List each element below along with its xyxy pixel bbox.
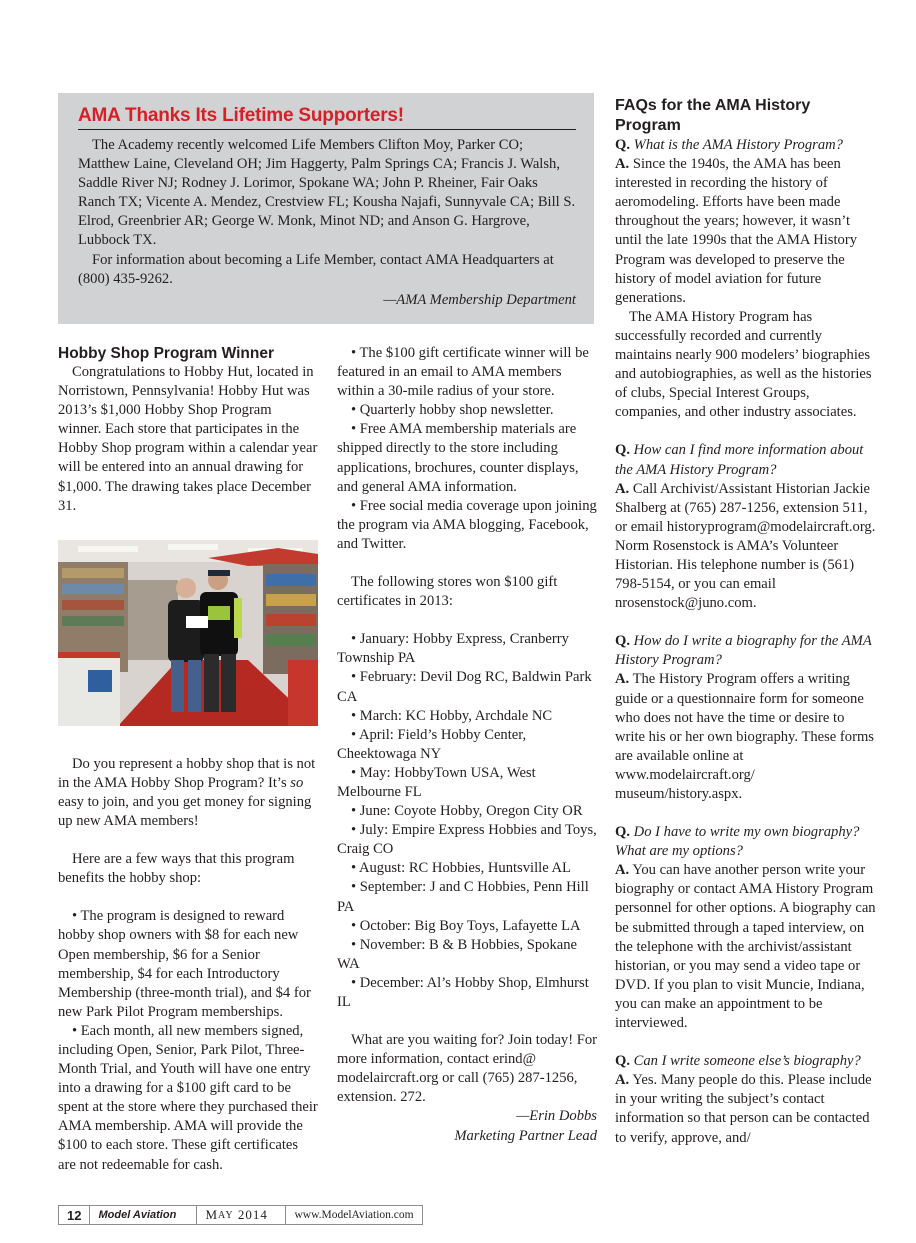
faq-question: Q. How do I write a biography for the AMA History Program? [615, 633, 872, 669]
faq-answer: The AMA History Program has successfully recorded and currently maintains nearly 900 modelers’ biographies and autobiographies, as well as the histories of clubs, Special Interest Groups, companies, and other industry associates. [615, 308, 872, 421]
website-link[interactable]: www.ModelAviation.com [285, 1205, 422, 1225]
page-number: 12 [58, 1205, 89, 1225]
faq-question: Q. How can I find more information about the AMA History Program? [615, 442, 864, 478]
winner-item: • May: HobbyTown USA, West Melbourne FL [337, 764, 536, 800]
winner-item: • November: B & B Hobbies, Spokane WA [337, 936, 578, 972]
bullet-item: • Quarterly hobby shop newsletter. [351, 402, 554, 419]
winner-item: • August: RC Hobbies, Huntsville AL [351, 860, 571, 877]
winner-item: • June: Coyote Hobby, Oregon City OR [351, 803, 583, 820]
section-heading: Hobby Shop Program Winner [58, 345, 275, 362]
winner-item: • December: Al’s Hobby Shop, Elmhurst IL [337, 974, 589, 1010]
faq-answer: A. Since the 1940s, the AMA has been interested in recording the history of aeromodeling. Efforts have been made throughout the years; however, it wasn’t until the late 1990s that the AMA History Program was developed to preserve the history of model aviation for future generations. [615, 156, 857, 306]
column-middle [337, 344, 597, 1146]
article-paragraph: Do you represent a hobby shop that is not in the AMA Hobby Shop Program? It’s so easy to join, and you get money for signing up new AMA members! [58, 755, 316, 830]
faq-answer: A. Call Archivist/Assistant Historian Jackie Shalberg at (765) 287-1256, extension 511, or email historyprogram@modelaircraft.org. Norm Rosenstock is AMA’s Volunteer Historian. His telephone number is (561) 798-5154, or you can email nrosenstock@juno.com. [615, 480, 876, 612]
article-paragraph: Here are a few ways that this program benefits the hobby shop: [58, 851, 295, 887]
winner-item: • October: Big Boy Toys, Lafayette LA [351, 917, 581, 934]
faq-question: Q. Can I write someone else’s biography? [615, 1053, 861, 1070]
article-paragraph: Congratulations to Hobby Hut, located in Norristown, Pennsylvania! Hobby Hut was 2013’s $1,000 Hobby Shop Program winner. Each store that participates in the Hobby Shop program within a calendar year will be entered into an annual drawing for $1,000. The drawing takes place December 31. [58, 364, 318, 514]
winner-item: • January: Hobby Express, Cranberry Township PA [337, 631, 569, 667]
faq-answer: A. The History Program offers a writing guide or a questionnaire form for someone who does not have the time or desire to write his or her own biography. These forms are available online at www.modelaircraft.org/ museum/history.aspx. [615, 671, 874, 802]
winner-item: • April: Field’s Hobby Center, Cheektowaga NY [337, 726, 527, 762]
column-right [615, 96, 877, 1148]
page-footer [58, 1205, 423, 1225]
article-paragraph: What are you waiting for? Join today! For more information, contact erind@ modelaircraft.org or call (765) 287-1256, extension. 272. [337, 1032, 597, 1106]
winner-item: • February: Devil Dog RC, Baldwin Park CA [337, 669, 592, 705]
issue-date: M AY 2014 [196, 1205, 285, 1225]
bullet-item: • Free AMA membership materials are shipped directly to the store including applications, brochures, counter displays, and general AMA information. [337, 421, 579, 495]
box-signature: —AMA Membership Department [383, 291, 576, 308]
article-paragraph: The following stores won $100 gift certificates in 2013: [337, 574, 558, 610]
magazine-name: Model Aviation [89, 1205, 196, 1225]
faq-question: Q. What is the AMA History Program? [615, 137, 843, 153]
winner-item: • September: J and C Hobbies, Penn Hill PA [337, 879, 589, 915]
faq-answer: A. You can have another person write your biography or contact AMA History Program personnel for other options. A biography can be submitted through a taped interview, on the telephone with the archivist/assistant historian, or you may send a video tape or DVD. If you plan to visit Muncie, Indiana, you can make an appointment to be interviewed. [615, 862, 876, 1032]
bullet-item: • The $100 gift certificate winner will be featured in an email to AMA members within a 30-mile radius of your store. [337, 345, 589, 400]
box-paragraph: For information about becoming a Life Member, contact AMA Headquarters at (800) 435-9262. [78, 251, 554, 287]
faq-heading: FAQs for the AMA History Program [615, 97, 811, 134]
hobby-hut-photo [58, 540, 318, 726]
winner-item: • March: KC Hobby, Archdale NC [351, 707, 553, 724]
box-paragraph: The Academy recently welcomed Life Members Clifton Moy, Parker CO; Matthew Laine, Cleveland OH; Jim Haggerty, Palm Springs CA; Francis J. Walsh, Saddle River NJ; Rodney J. Lorimor, Spokane WA; John P. Rheiner, Fair Oaks Ranch TX; Vicente A. Mendez, Crestview FL; Kousha Najafi, Sunnyvale CA; Bill S. Elrod, Greenbrier AR; George W. Monk, Minot ND; and Anson G. Hargrove, Lubbock TX. [78, 137, 576, 249]
box-title: AMA Thanks Its Lifetime Supporters! [78, 105, 576, 130]
column-left [58, 344, 318, 1175]
signature-name: —Erin Dobbs [516, 1108, 597, 1125]
signature-title: Marketing Partner Lead [454, 1127, 597, 1144]
faq-question: Q. Do I have to write my own biography? What are my options? [615, 824, 860, 860]
bullet-item: • The program is designed to reward hobby shop owners with $8 for each new Open membership, $6 for a Senior membership, $4 for each Introductory Membership (three-month trial), and $4 for new Park Pilot Program memberships. [58, 908, 311, 1020]
winner-item: • July: Empire Express Hobbies and Toys, Craig CO [337, 822, 597, 858]
bullet-item: • Free social media coverage upon joining the program via AMA blogging, Facebook, and Twitter. [337, 497, 597, 552]
lifetime-supporters-box [58, 93, 594, 324]
bullet-item: • Each month, all new members signed, including Open, Senior, Park Pilot, Three-Month Trial, and Youth will have one entry into a drawing for a $100 gift card to be spent at the store where they purchased their AMA membership. AMA will provide the $100 to each store. These gift certificates are not redeemable for cash. [58, 1022, 318, 1173]
faq-answer: A. Yes. Many people do this. Please include in your writing the subject’s contact information so that person can be contacted to verify, approve, and/ [615, 1072, 872, 1146]
